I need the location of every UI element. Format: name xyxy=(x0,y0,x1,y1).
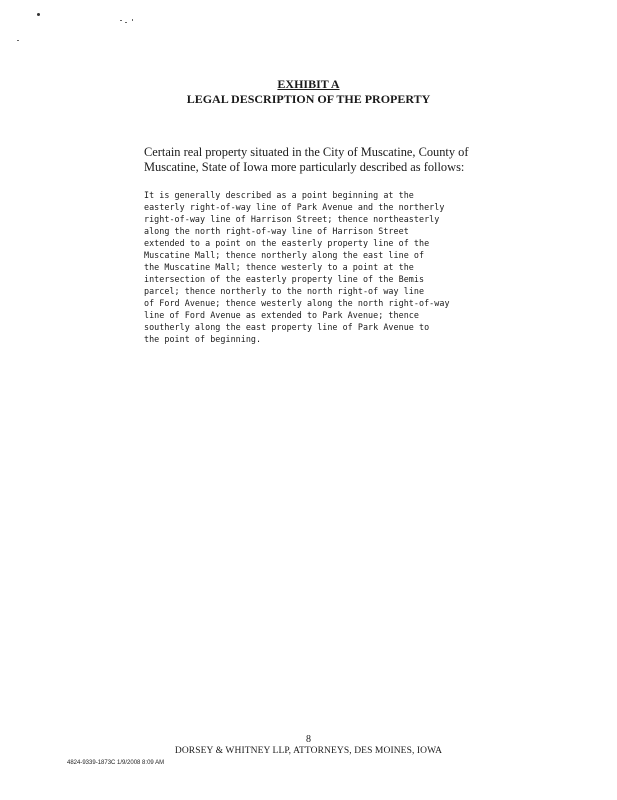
document-id: 4824-9339-1873C 1/9/2008 8:09 AM xyxy=(67,760,165,766)
page-number: 8 xyxy=(306,734,311,745)
firm-footer: DORSEY & WHITNEY LLP, ATTORNEYS, DES MOINES, IOWA xyxy=(174,746,443,756)
scan-speck xyxy=(37,13,40,16)
legal-description: It is generally described as a point beginning at the easterly right-of-way line of Park Avenue and the northerly right-of-way line of Harrison Street; thence northeasterly along the north right-of-way line of Harrison Street extended to a point on the easterly property line of the Muscatine Mall; thence northerly along the east line of the Muscatine Mall; thence westerly to a point at the intersection of the easterly property line of the Bemis parcel; thence northerly to the north right-of way line of Ford Avenue; thence westerly along the north right-of-way line of Ford Avenue as extended to Park Avenue; thence southerly along the east property line of Park Avenue to the point of beginning. xyxy=(144,190,450,344)
exhibit-heading xyxy=(0,77,617,106)
exhibit-label: EXHIBIT A xyxy=(277,77,340,91)
scan-speck xyxy=(132,19,133,21)
exhibit-subtitle: LEGAL DESCRIPTION OF THE PROPERTY xyxy=(186,92,431,106)
scan-speck xyxy=(125,22,127,23)
scan-speck xyxy=(17,40,19,41)
intro-paragraph: Certain real property situated in the City of Muscatine, County of Muscatine, State of Iowa more particularly described as follows: xyxy=(144,145,469,174)
scan-speck xyxy=(120,20,122,21)
